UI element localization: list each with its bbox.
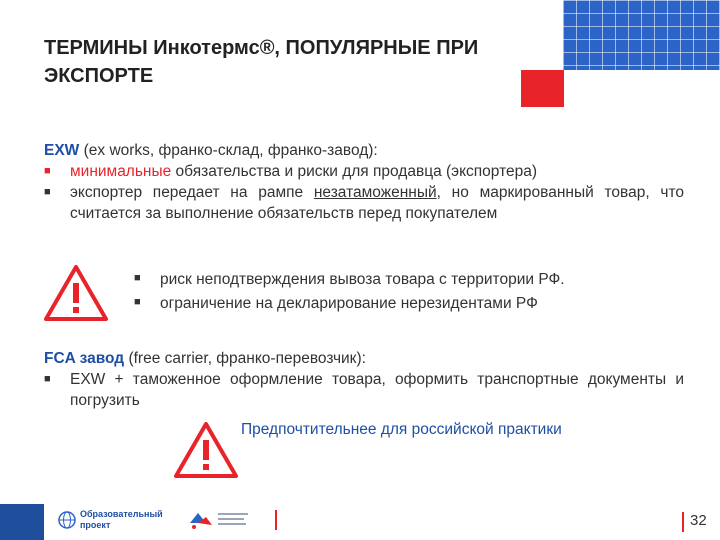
exw-bullet-1-text: обязательства и риски для продавца (экспортера) (171, 163, 538, 180)
exw-bullet-1-highlight: минимальные (70, 163, 172, 180)
logo-line-2: проект (80, 520, 111, 530)
logo-text (80, 509, 163, 531)
fca-bullet-1 (44, 369, 684, 411)
decorative-red-box (521, 70, 564, 107)
decorative-grid-box (563, 0, 720, 70)
bullet-square-icon: ■ (134, 272, 141, 284)
exw-bullet-1 (44, 161, 684, 182)
exw-section (44, 140, 684, 224)
exw-description: (ex works, франко-склад, франко-завод): (79, 142, 378, 159)
exw-bullet-2 (44, 182, 684, 224)
footer-blue-block (0, 504, 44, 540)
fca-term: FCA завод (44, 350, 125, 367)
bullet-square-icon: ■ (134, 296, 141, 308)
bullet-square-icon: ■ (44, 186, 51, 198)
exw-bullet-2-text-a: экспортер передает на рампе (70, 184, 314, 201)
fca-bullet-1-text: EXW + таможенное оформление товара, оформить транспортные документы и погрузить (70, 371, 684, 409)
fca-section (44, 348, 684, 411)
slide-title: ТЕРМИНЫ Инкотермс®, ПОПУЛЯРНЫЕ ПРИ ЭКСПОРТЕ (44, 37, 479, 87)
export-center-logo (188, 507, 268, 535)
exw-term: EXW (44, 142, 80, 159)
fca-description: (free carrier, франко-перевозчик): (124, 350, 366, 367)
risk-item (134, 268, 674, 292)
page-number-separator (682, 512, 684, 532)
education-project-logo (58, 507, 163, 535)
warning-triangle-icon (172, 420, 240, 480)
logo-line-1: Образовательный (80, 509, 163, 519)
exw-bullet-2-text-b: , но маркированный товар, что считается за выполнение обязательств перед покупателем (70, 184, 684, 222)
globe-icon (58, 511, 76, 529)
fca-heading (44, 348, 684, 369)
warning-triangle-icon (42, 263, 110, 323)
footer-separator (275, 510, 277, 530)
exw-heading (44, 140, 684, 161)
page-number: 32 (690, 512, 707, 529)
risk-list (134, 268, 674, 316)
bullet-square-icon: ■ (44, 165, 51, 177)
risk-item (134, 292, 674, 316)
bullet-square-icon: ■ (44, 373, 51, 385)
risk-item-text: риск неподтверждения вывоза товара с территории РФ. (160, 271, 565, 288)
export-center-logo-icon (188, 507, 268, 535)
exw-bullet-2-underlined: незатаможенный (313, 184, 437, 201)
preference-note: Предпочтительнее для российской практики (241, 421, 562, 438)
risk-item-text: ограничение на декларирование нерезидентами РФ (160, 295, 538, 312)
